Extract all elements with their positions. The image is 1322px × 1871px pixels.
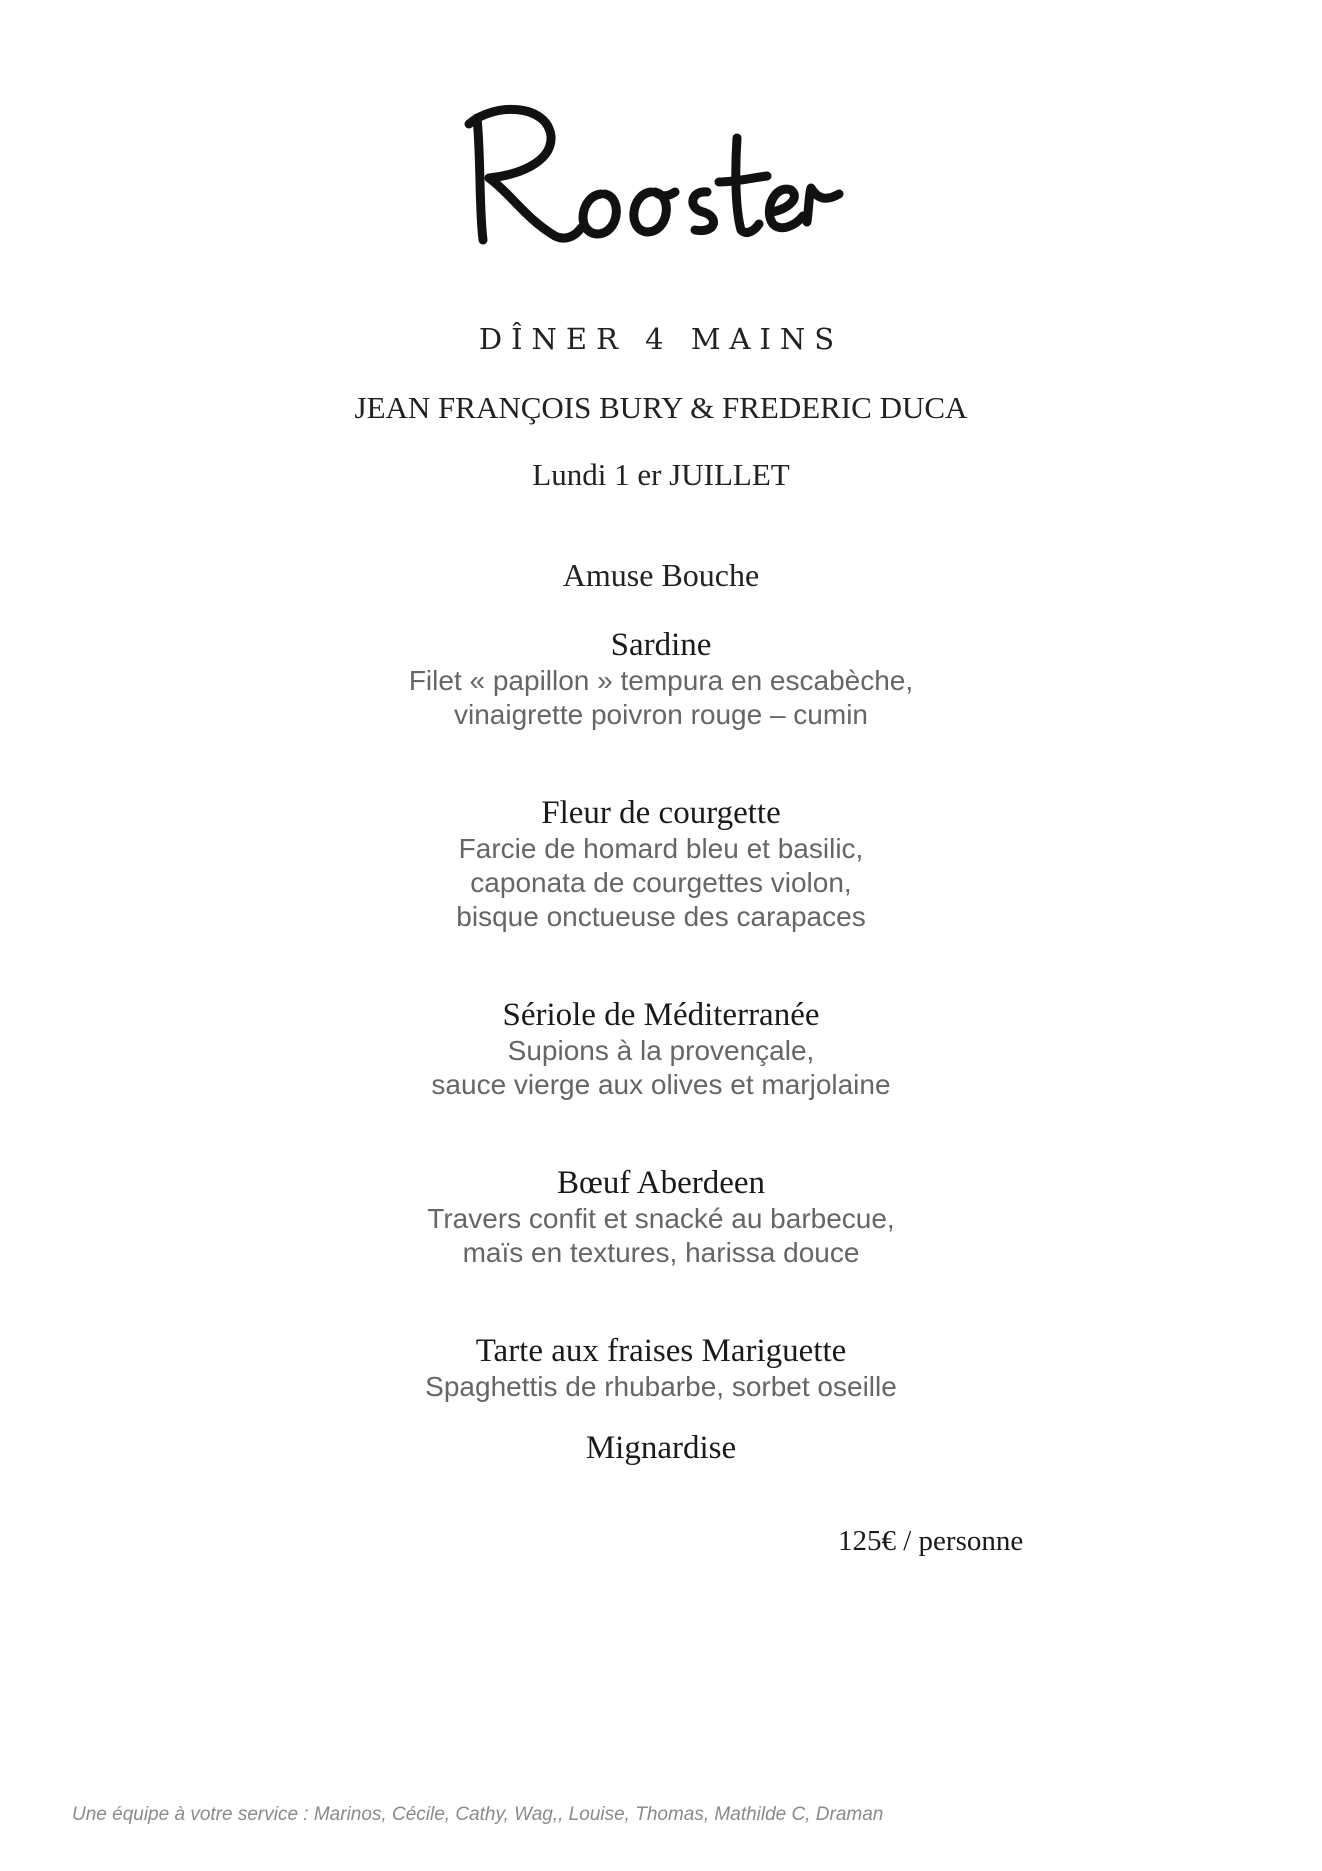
course-sardine	[0, 626, 1322, 732]
course-name: Bœuf Aberdeen	[556, 1165, 766, 1201]
course-name: Fleur de courgette	[541, 795, 781, 831]
price: 125€ / personne	[838, 1525, 1024, 1557]
event-title: DÎNER 4 MAINS	[478, 322, 844, 356]
course-description-line: Spaghettis de rhubarbe, sorbet oseille	[425, 1371, 897, 1402]
rooster-logo	[455, 98, 845, 258]
course-description-line: Travers confit et snacké au barbecue,	[427, 1203, 895, 1234]
course-name: Tarte aux fraises Mariguette	[475, 1333, 847, 1369]
course-description-line: Filet « papillon » tempura en escabèche,	[408, 665, 914, 696]
course-description-line: Farcie de homard bleu et basilic,	[458, 833, 864, 864]
course-name: Sériole de Méditerranée	[502, 997, 820, 1033]
course-name: Sardine	[610, 627, 712, 663]
course-description-line: bisque onctueuse des carapaces	[456, 901, 866, 932]
course-description-line: sauce vierge aux olives et marjolaine	[431, 1069, 891, 1100]
mignardise: Mignardise	[585, 1430, 737, 1466]
amuse-bouche: Amuse Bouche	[562, 557, 760, 593]
course-description-line: Supions à la provençale,	[507, 1035, 815, 1066]
course-seriole	[0, 996, 1322, 1102]
rooster-handwritten-logo-icon	[455, 98, 845, 258]
course-description-line: vinaigrette poivron rouge – cumin	[453, 699, 868, 730]
course-description-line: maïs en textures, harissa douce	[462, 1237, 860, 1268]
chefs-names: JEAN FRANÇOIS BURY & FREDERIC DUCA	[354, 390, 968, 425]
event-date: Lundi 1 er JUILLET	[532, 457, 790, 492]
course-description-line: caponata de courgettes violon,	[470, 867, 852, 898]
course-boeuf-aberdeen	[0, 1164, 1322, 1270]
course-fleur-de-courgette	[0, 794, 1322, 934]
team-footer: Une équipe à votre service : Marinos, Cécile, Cathy, Wag,, Louise, Thomas, Mathilde C, Draman	[72, 1804, 884, 1825]
course-tarte-aux-fraises	[0, 1332, 1322, 1404]
